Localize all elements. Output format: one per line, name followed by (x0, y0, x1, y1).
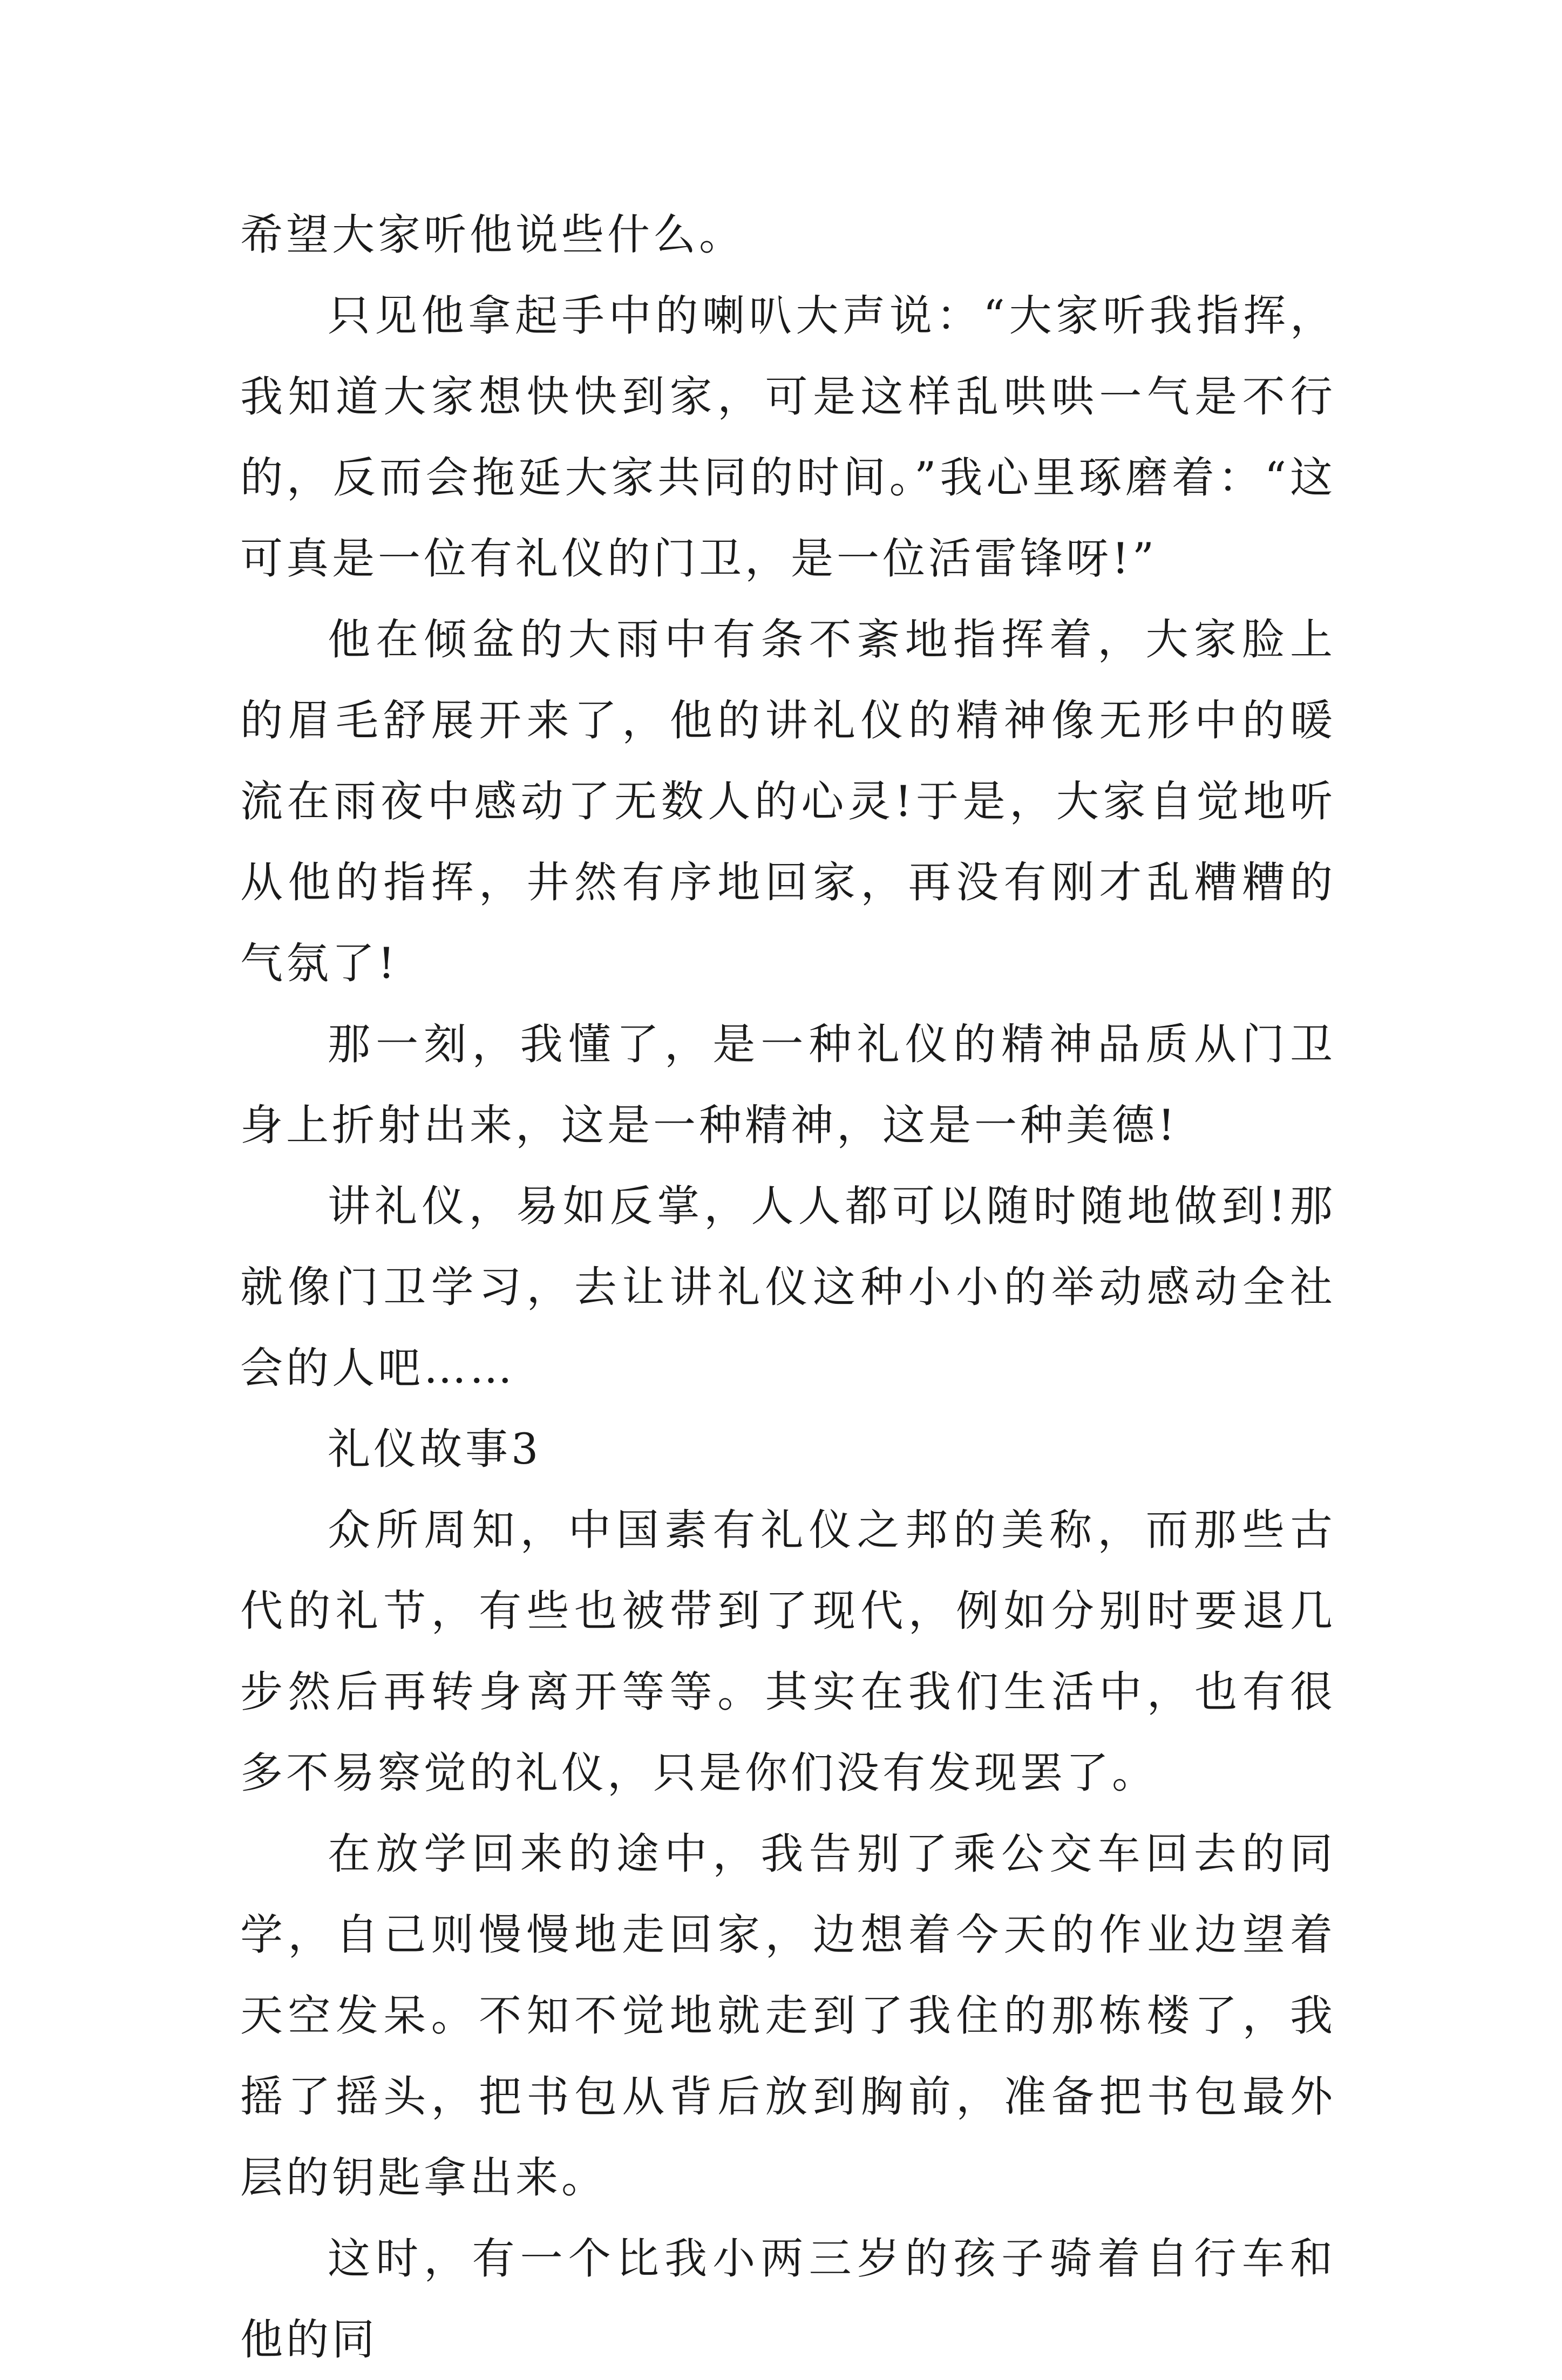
paragraph: 这时，有一个比我小两三岁的孩子骑着自行车和他的同 (240, 2234, 1336, 2364)
document-body (240, 194, 1336, 2380)
paragraph: 众所周知，中国素有礼仪之邦的美称，而那些古代的礼节，有些也被带到了现代，例如分别时要退几步然后再转身离开等等。其实在我们生活中，也有很多不易察觉的礼仪，只是你们没有发现罢了。 (240, 1505, 1336, 1798)
paragraph: 在放学回来的途中，我告别了乘公交车回去的同学，自己则慢慢地走回家，边想着今天的作业边望着天空发呆。不知不觉地就走到了我住的那栋楼了，我摇了摇头，把书包从背后放到胸前，准备把书包最外层的钥匙拿出来。 (240, 1829, 1336, 2202)
paragraph: 那一刻，我懂了，是一种礼仪的精神品质从门卫身上折射出来，这是一种精神，这是一种美德! (240, 1019, 1336, 1150)
paragraph: 讲礼仪，易如反掌，人人都可以随时随地做到!那就像门卫学习，去让讲礼仪这种小小的举动感动全社会的人吧…… (240, 1181, 1336, 1393)
paragraph: 希望大家听他说些什么。 (240, 210, 745, 260)
section-heading: 礼仪故事3 (328, 1424, 542, 1474)
paragraph: 他在倾盆的大雨中有条不紊地指挥着，大家脸上的眉毛舒展开来了，他的讲礼仪的精神像无形中的暖流在雨夜中感动了无数人的心灵!于是，大家自觉地听从他的指挥，井然有序地回家，再没有刚才乱糟糟的气氛了! (240, 615, 1336, 988)
paragraph: 只见他拿起手中的喇叭大声说：“大家听我指挥，我知道大家想快快到家，可是这样乱哄哄一气是不行的，反而会拖延大家共同的时间。”我心里琢磨着：“这可真是一位有礼仪的门卫，是一位活雷锋呀!” (240, 291, 1336, 583)
